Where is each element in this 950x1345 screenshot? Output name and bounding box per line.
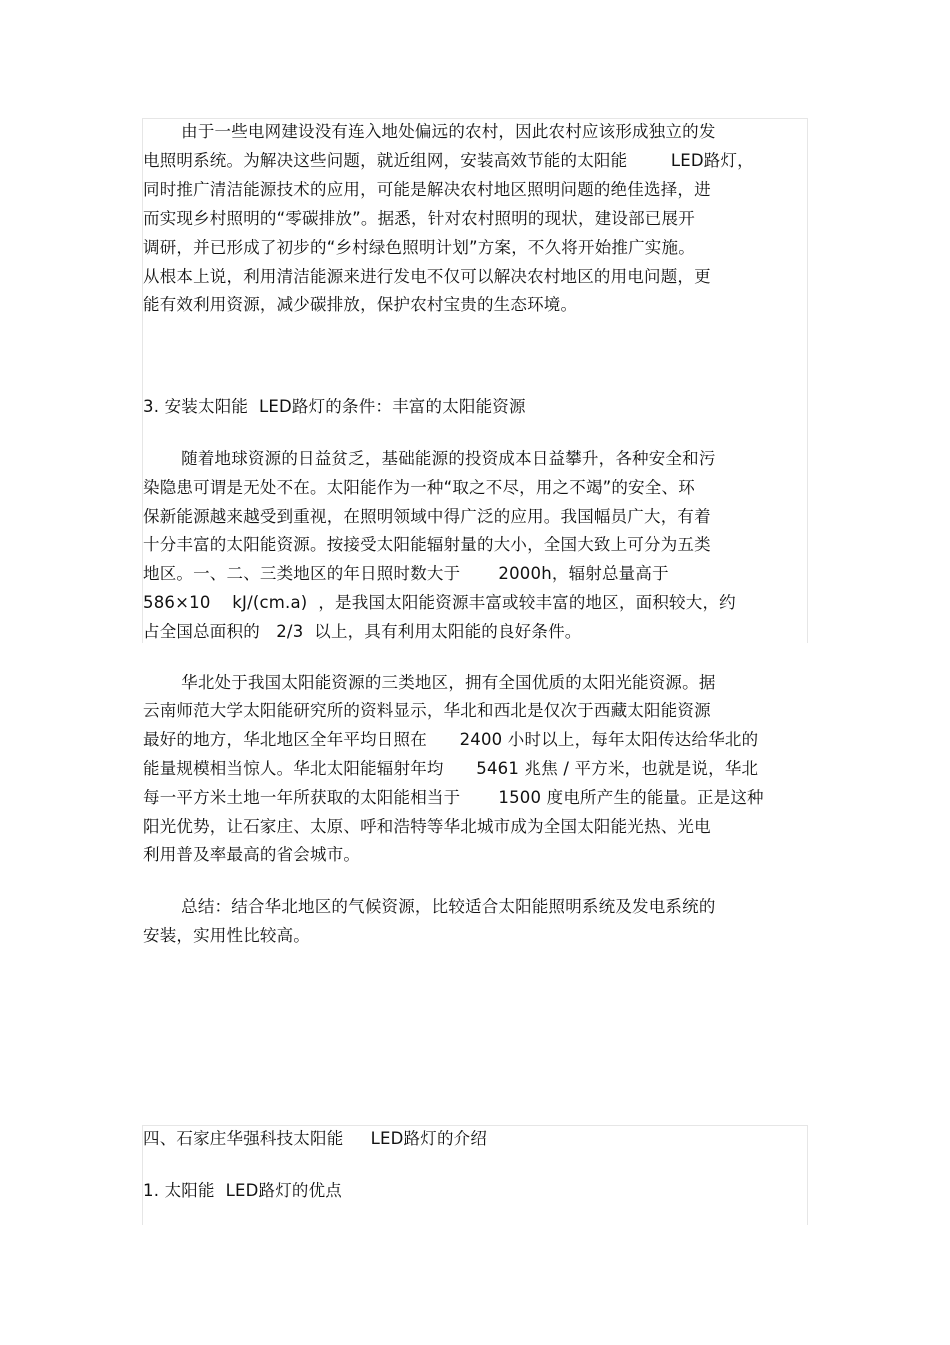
section-4-1-heading: 1. 太阳能 LED路灯的优点: [143, 1181, 343, 1200]
paragraph-3-line-1: 华北处于我国太阳能资源的三类地区，拥有全国优质的太阳光能资源。据: [143, 673, 716, 692]
paragraph-1-line-7: 能有效利用资源，减少碳排放，保护农村宝贵的生态环境。: [143, 295, 578, 314]
section-3-heading: 3. 安装太阳能 LED路灯的条件：丰富的太阳能资源: [143, 397, 526, 416]
paragraph-2-line-6: 586×10 kJ/(cm.a) ，是我国太阳能资源丰富或较丰富的地区，面积较大，约: [143, 593, 736, 612]
paragraph-1-line-6: 从根本上说，利用清洁能源来进行发电不仅可以解决农村地区的用电问题，更: [143, 267, 711, 286]
summary-line-1: 总结：结合华北地区的气候资源，比较适合太阳能照明系统及发电系统的: [143, 897, 716, 916]
paragraph-2-line-5: 地区。一、二、三类地区的年日照时数大于 2000h，辐射总量高于: [143, 564, 669, 583]
paragraph-1-line-2: 电照明系统。为解决这些问题，就近组网，安装高效节能的太阳能 LED路灯，: [143, 151, 754, 170]
paragraph-3-line-2: 云南师范大学太阳能研究所的资料显示，华北和西北是仅次于西藏太阳能资源: [143, 701, 711, 720]
paragraph-1-line-5: 调研，并已形成了初步的“乡村绿色照明计划”方案，不久将开始推广实施。: [143, 238, 695, 257]
paragraph-2-line-1: 随着地球资源的日益贫乏，基础能源的投资成本日益攀升，各种安全和污: [143, 449, 716, 468]
paragraph-2-line-4: 十分丰富的太阳能资源。按接受太阳能辐射量的大小，全国大致上可分为五类: [143, 535, 711, 554]
paragraph-1-line-4: 而实现乡村照明的“零碳排放”。据悉，针对农村照明的现状，建设部已展开: [143, 209, 695, 228]
section-4-heading: 四、石家庄华强科技太阳能 LED路灯的介绍: [143, 1129, 488, 1148]
paragraph-3-line-3: 最好的地方，华北地区全年平均日照在 2400 小时以上，每年太阳传达给华北的: [143, 730, 759, 749]
paragraph-3-line-7: 利用普及率最高的省会城市。: [143, 845, 361, 864]
paragraph-3-line-4: 能量规模相当惊人。华北太阳能辐射年均 5461 兆焦 / 平方米，也就是说，华北: [143, 759, 759, 778]
summary-line-2: 安装，实用性比较高。: [143, 926, 310, 945]
paragraph-1-line-1: 由于一些电网建设没有连入地处偏远的农村，因此农村应该形成独立的发: [143, 122, 716, 141]
paragraph-1-line-3: 同时推广清洁能源技术的应用，可能是解决农村地区照明问题的绝佳选择，进: [143, 180, 711, 199]
paragraph-2-line-2: 染隐患可谓是无处不在。太阳能作为一种“取之不尽，用之不竭”的安全、环: [143, 478, 695, 497]
paragraph-3-line-6: 阳光优势，让石家庄、太原、呼和浩特等华北城市成为全国太阳能光热、光电: [143, 817, 711, 836]
paragraph-3-line-5: 每一平方米土地一年所获取的太阳能相当于 1500 度电所产生的能量。正是这种: [143, 788, 764, 807]
paragraph-2-line-3: 保新能源越来越受到重视，在照明领域中得广泛的应用。我国幅员广大，有着: [143, 507, 711, 526]
paragraph-2-line-7: 占全国总面积的 2/3 以上，具有利用太阳能的良好条件。: [143, 622, 582, 641]
